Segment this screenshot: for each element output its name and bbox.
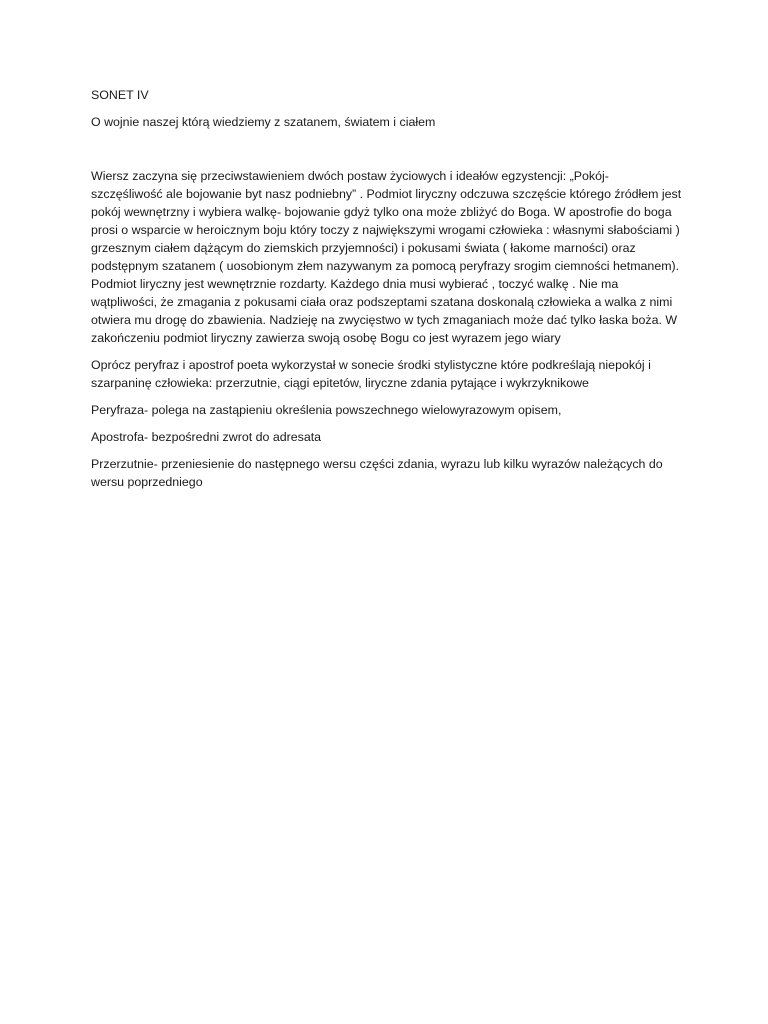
paragraph-definition-apostrofa: Apostrofa- bezpośredni zwrot do adresata [91, 430, 322, 444]
document-title: SONET IV [91, 88, 149, 102]
paragraph-stylistic-devices: Oprócz peryfraz i apostrof poeta wykorzystał w sonecie środki stylistyczne które podkreślają niepokój i szarpaninę człowieka: przerzutnie, ciągi epitetów, liryczne zdania pytające i wykrzyknikowe [91, 358, 651, 390]
document-body [91, 86, 683, 500]
paragraph-definition-peryfraza: Peryfraza- polega na zastąpieniu określenia powszechnego wielowyrazowym opisem, [91, 403, 562, 417]
paragraph-definition-przerzutnie: Przerzutnie- przeniesienie do następnego wersu części zdania, wyrazu lub kilku wyrazów należących do wersu poprzedniego [91, 457, 663, 489]
document-subtitle: O wojnie naszej którą wiedziemy z szatanem, światem i ciałem [91, 115, 436, 129]
paragraph-analysis: Wiersz zaczyna się przeciwstawieniem dwóch postaw życiowych i ideałów egzystencji: „Pokój- szczęśliwość ale bojowanie byt nasz podniebny” . Podmiot liryczny odczuwa szczęście którego źródłem jest pokój wewnętrzny i wybiera walkę- bojowanie gdyż tylko ona może zbliżyć do Boga. W apostrofie do boga prosi o wsparcie w heroicznym boju który toczy z największymi wrogami człowieka : własnymi słabościami ) grzesznym ciałem dążącym do ziemskich przyjemności) i pokusami świata ( łakome marności) oraz podstępnym szatanem ( uosobionym złem nazywanym za pomocą peryfrazy srogim ciemności hetmanem). Podmiot liryczny jest wewnętrznie rozdarty. Każdego dnia musi wybierać , toczyć walkę . Nie ma wątpliwości, że zmagania z pokusami ciała oraz podszeptami szatana doskonalą człowieka a walka z nimi otwiera mu drogę do zbawienia. Nadzieję na zwycięstwo w tych zmaganiach może dać tylko łaska boża. W zakończeniu podmiot liryczny zawierza swoją osobę Bogu co jest wyrazem jego wiary [91, 169, 682, 345]
